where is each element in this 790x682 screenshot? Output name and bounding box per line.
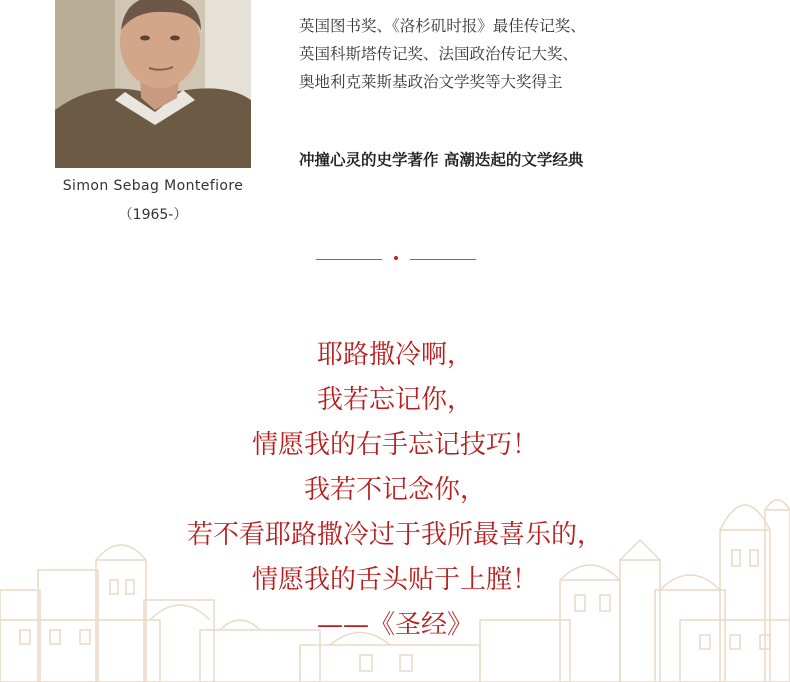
poem-line: 我若忘记你，	[316, 385, 473, 415]
book-tagline: 冲撞心灵的史学著作 高潮迭起的文学经典	[299, 151, 584, 169]
divider-right-line	[410, 259, 476, 260]
poem-line: 我若不记念你，	[303, 475, 486, 505]
poem-source: ——《圣经》	[316, 610, 473, 640]
author-years: （1965-）	[118, 207, 188, 223]
poem-line: 情愿我的舌头贴于上膛！	[251, 565, 538, 595]
poem-line: 耶路撒冷啊，	[316, 340, 473, 370]
author-photo	[55, 0, 251, 168]
award-line: 英国图书奖、《洛杉矶时报》最佳传记奖、	[299, 17, 586, 35]
author-portrait-image	[55, 0, 251, 168]
poem-line: 若不看耶路撒冷过于我所最喜乐的，	[186, 520, 603, 550]
author-name: Simon Sebag Montefiore	[62, 178, 244, 194]
awards-list	[299, 12, 586, 96]
award-line: 奥地利克莱斯基政治文学奖等大奖得主	[299, 73, 563, 91]
divider-left-line	[316, 259, 382, 260]
award-line: 英国科斯塔传记奖、法国政治传记大奖、	[299, 45, 579, 63]
poem-quote	[0, 333, 790, 648]
divider-dot	[394, 256, 398, 260]
poem-line: 情愿我的右手忘记技巧！	[251, 430, 538, 460]
